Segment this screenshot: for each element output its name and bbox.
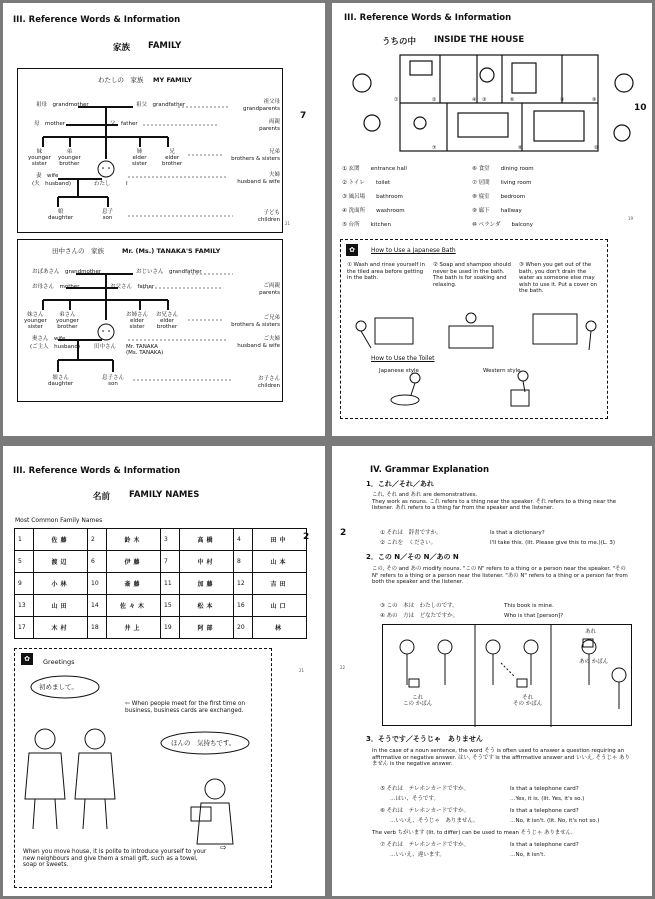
children-en: children [257, 217, 280, 223]
svg-text:⑤: ⑤ [560, 97, 565, 103]
house-floorplan [332, 3, 652, 163]
example-1-jp: ① それは 辞書ですか。 [380, 530, 442, 536]
rank-cell: 8 [234, 551, 253, 573]
grandparents-en: grandparents [243, 106, 280, 112]
mother-label: 母 mother [34, 121, 66, 127]
me-label: わたし [94, 181, 111, 187]
rank-cell: 19 [161, 617, 180, 639]
info-icon: ✿ [21, 653, 33, 665]
name-cell: 中村 [180, 551, 234, 573]
example-2-en: I'll take this. (lit. Please give this to me.)(L. 3) [490, 540, 616, 546]
page-title-jp: 家族 [113, 43, 131, 53]
name-cell: 木村 [34, 617, 88, 639]
name-cell: 井上 [107, 617, 161, 639]
example-6-answer-en: …No, it isn't. (lit. No, it's not so.) [510, 818, 600, 824]
rank-cell: 15 [161, 595, 180, 617]
rank-cell: 3 [161, 529, 180, 551]
couple-en: husband & wife [237, 179, 280, 185]
tanaka-family-box [17, 239, 283, 402]
siblings-jp: 兄弟 [268, 149, 280, 155]
table-row [15, 617, 307, 639]
bubble-kimochi: ほんの 気持ちです。 [171, 739, 236, 747]
name-cell: 渡辺 [34, 551, 88, 573]
page-title-en: FAMILY [148, 41, 182, 51]
page-title-jp: うちの中 [382, 37, 417, 47]
table-row [15, 529, 307, 551]
toilet-western-style: Western style [483, 368, 521, 374]
rank-cell: 12 [234, 573, 253, 595]
name-cell: 阿部 [180, 617, 234, 639]
daughter-label: 娘 daughter [48, 209, 74, 221]
example-5-answer-jp: …はい、そうです。 [390, 796, 440, 802]
rank-cell: 17 [15, 617, 34, 639]
name-cell: 斎藤 [107, 573, 161, 595]
bubble-hajimemashite: 初めまして。 [39, 683, 78, 691]
t-tanaka: 田中さん [94, 344, 117, 350]
younger-brother: 弟 younger brother [58, 149, 81, 167]
table-row [15, 551, 307, 573]
example-4-en: Who is that [person]? [504, 613, 564, 619]
t-couple-jp: ご夫婦 [263, 336, 280, 342]
grandparents-jp: 祖父母 [263, 99, 280, 105]
side-marker: 19 [628, 216, 634, 221]
side-marker: 21 [285, 221, 291, 226]
example-6-jp: ⑥ それは テレホンカードですか。 [380, 808, 470, 814]
section-2-title: 2．この N／その N／あの N [366, 553, 459, 561]
rank-cell: 7 [161, 551, 180, 573]
bath-toilet-box [340, 239, 608, 419]
page-title-jp: 名前 [93, 492, 111, 502]
tanaka-heading-jp: 田中さんの 家族 [52, 247, 104, 255]
section-1-text: これ, それ and あれ are demonstratives. They work as nouns. これ refers to a thing near the speaker. それ refers to a thing near the listener. あれ refers to a thing far from the speaker and the listener. [372, 492, 617, 512]
elder-brother: 兄 elder brother [162, 149, 183, 167]
bath-step-1: ① Wash and rinse yourself in the tiled area before getting in the bath. [347, 262, 425, 282]
side-marker: 22 [340, 665, 346, 670]
room-washroom: ④ 洗面所 washroom [342, 208, 405, 214]
rank-cell: 18 [88, 617, 107, 639]
info-icon: ✿ [346, 244, 358, 256]
example-3-jp: ③ この 本は わたしのです。 [380, 603, 458, 609]
t-grandmother: おばあさん grandmother [32, 269, 102, 275]
rank-cell: 2 [88, 529, 107, 551]
svg-text:⑩: ⑩ [594, 145, 599, 151]
rank-cell: 5 [15, 551, 34, 573]
t-father: お父さん father [110, 284, 155, 290]
demonstrative-illustration [383, 625, 633, 727]
room-hallway: ⑨ 廊下 hallway [472, 208, 522, 214]
table-row [15, 595, 307, 617]
grandfather-label: 祖父 grandfather [136, 102, 186, 108]
siblings-en: brothers & sisters [231, 156, 280, 162]
bath-illustrations [341, 240, 609, 420]
name-cell: 山本 [253, 551, 307, 573]
grandmother-label: 祖母 grandmother [36, 102, 89, 108]
section-header: III. Reference Words & Information [13, 15, 181, 25]
t-parents-en: parents [259, 290, 280, 296]
page-number: 2 [340, 528, 347, 538]
example-3-en: This book is mine. [504, 603, 554, 609]
t-mother: お母さん mother [32, 284, 80, 290]
room-bathroom: ③ 風呂場 bathroom [342, 194, 403, 200]
toilet-japanese-style: Japanese style [379, 368, 419, 374]
table-row [15, 573, 307, 595]
name-cell: 小林 [34, 573, 88, 595]
name-cell: 伊藤 [107, 551, 161, 573]
toilet-title: How to Use the Toilet [371, 355, 435, 362]
example-4-jp: ④ あの 方は どなたですか。 [380, 613, 459, 619]
svg-text:③: ③ [482, 97, 487, 103]
rank-cell: 20 [234, 617, 253, 639]
rank-cell: 11 [161, 573, 180, 595]
section-3-verb-note: The verb ちがいます (lit. to differ) can be used to mean そうじゃ ありません. [372, 830, 573, 836]
t-daughter: 娘さん daughter [48, 375, 74, 387]
svg-text:⑨: ⑨ [592, 97, 597, 103]
me-en-label: I [126, 181, 128, 187]
t-parents-jp: ご両親 [263, 283, 280, 289]
name-cell: 高橋 [180, 529, 234, 551]
rank-cell: 16 [234, 595, 253, 617]
example-6-answer-jp: …いいえ、そうじゃ ありません。 [390, 818, 479, 824]
my-family-heading-en: MY FAMILY [153, 76, 192, 84]
t-children-jp: お子さん [257, 376, 280, 382]
elder-sister: 姉 elder sister [132, 149, 148, 167]
section-2-text: この, その and あの modify nouns. "この N" refers to a thing or a person near the speaker. "その N" refers to a thing or a person near the listener. "あの N" refers to a thing or a person far from both the speaker and the listener. [372, 566, 628, 586]
example-5-en: Is that a telephone card? [510, 786, 579, 792]
rank-cell: 6 [88, 551, 107, 573]
couple-jp: 夫婦 [268, 172, 280, 178]
my-family-heading-jp: わたしの 家族 [98, 76, 144, 84]
demonstrative-figure [382, 624, 632, 726]
rank-cell: 9 [15, 573, 34, 595]
family-names-table [14, 528, 310, 639]
bath-step-3: ③ When you get out of the bath, you don't drain the water as someone else may wish to use it. Put a cover on the bath. [519, 262, 598, 295]
svg-text:④: ④ [472, 97, 477, 103]
parents-en: parents [259, 126, 280, 132]
example-7-en: Is that a telephone card? [510, 842, 579, 848]
my-family-box [17, 68, 283, 233]
section-header: III. Reference Words & Information [344, 13, 512, 23]
fig-kono-label: これ この かばん [403, 695, 433, 707]
t-siblings-en: brothers & sisters [231, 322, 280, 328]
t-younger-sister: 妹さん younger sister [24, 312, 47, 330]
section-1-title: 1．これ／それ／あれ [366, 480, 434, 488]
bath-step-2: ② Soap and shampoo should never be used in the bath. The bath is for soaking and relaxing. [433, 262, 511, 288]
tanaka-heading-en: Mr. (Ms.) TANAKA'S FAMILY [122, 247, 221, 255]
rank-cell: 10 [88, 573, 107, 595]
example-7-answer-en: …No, it isn't. [510, 852, 546, 858]
rank-cell: 14 [88, 595, 107, 617]
wife-label: 妻 wife [36, 173, 59, 179]
example-7-jp: ⑦ それは テレホンカードですか。 [380, 842, 470, 848]
example-5-jp: ⑤ それは テレホンカードですか。 [380, 786, 470, 792]
father-label: 父 father [110, 121, 138, 127]
right-arrow-icon: ⇨ [220, 843, 227, 852]
name-cell: 松本 [180, 595, 234, 617]
greetings-title: Greetings [43, 658, 75, 666]
fig-sono-label: それ その かばん [513, 695, 543, 707]
page-number: 2 [303, 532, 310, 542]
page-house [332, 3, 652, 436]
t-husband: (ご主人 husband) [30, 344, 80, 350]
t-younger-brother: 弟さん younger brother [56, 312, 79, 330]
room-living: ⑦ 居間 living room [472, 180, 532, 186]
svg-text:②: ② [432, 97, 437, 103]
name-cell: 加藤 [180, 573, 234, 595]
svg-text:⑦: ⑦ [432, 145, 437, 151]
side-marker: 21 [299, 668, 305, 673]
bath-title: How to Use a Japanese Bath [371, 247, 456, 254]
page-title-en: FAMILY NAMES [129, 490, 200, 500]
rank-cell: 13 [15, 595, 34, 617]
name-cell: 林 [253, 617, 307, 639]
section-3-title: 3．そうです／そうじゃ ありません [366, 735, 483, 743]
t-wife: 奥さん wife [32, 336, 66, 342]
example-7-answer-jp: …いいえ、違います。 [390, 852, 445, 858]
moving-text: When you move house, it is polite to introduce yourself to your new neighbours and give them a small gift, such as a towel, soap or sweets. [23, 849, 207, 869]
room-toilet: ② トイレ toilet [342, 180, 391, 186]
example-2-jp: ② これを ください。 [380, 540, 437, 546]
room-kitchen: ⑤ 台所 kitchen [342, 222, 391, 228]
t-tanaka-en: Mr. TANAKA (Ms. TANAKA) [126, 344, 164, 356]
room-entrance: ① 玄関 entrance hall [342, 166, 407, 172]
table-caption: Most Common Family Names [15, 517, 103, 524]
example-6-en: Is that a telephone card? [510, 808, 579, 814]
name-cell: 佐々木 [107, 595, 161, 617]
younger-sister: 妹 younger sister [28, 149, 51, 167]
parents-jp: 両親 [268, 119, 280, 125]
page-grammar [332, 446, 652, 896]
greeting-text: ⇦ When people meet for the first time on business, business cards are exchanged. [125, 701, 246, 714]
name-cell: 鈴木 [107, 529, 161, 551]
svg-text:⑥: ⑥ [510, 97, 515, 103]
name-cell: 田中 [253, 529, 307, 551]
name-cell: 佐藤 [34, 529, 88, 551]
t-siblings-jp: ご兄弟 [263, 315, 280, 321]
page-number: 7 [300, 111, 307, 121]
page-family [3, 3, 325, 436]
t-grandfather: おじいさん grandfather [136, 269, 202, 275]
children-jp: 子ども [263, 210, 280, 216]
svg-text:⑧: ⑧ [518, 145, 523, 151]
section-header: III. Reference Words & Information [13, 466, 181, 476]
page-family-names [3, 446, 325, 896]
t-elder-sister: お姉さん elder sister [126, 312, 149, 330]
t-children-en: children [257, 383, 280, 389]
t-elder-brother: お兄さん elder brother [156, 312, 179, 330]
name-cell: 山口 [253, 595, 307, 617]
section-3-text: In the case of a noun sentence, the word そう is often used to answer a question requiring an affirmative or negative answer. はい, そうです is the affirmative answer and いいえ, そうじゃ ありません is the negative answer. [372, 748, 630, 768]
greetings-box [14, 648, 272, 888]
fig-ano-label: あの かばん [579, 659, 609, 665]
fig-are-label: あれ [585, 629, 597, 635]
son-label: 息子 son [102, 209, 114, 221]
section-header: IV. Grammar Explanation [370, 465, 490, 475]
room-dining: ⑥ 食堂 dining room [472, 166, 534, 172]
husband-label: (夫 husband) [32, 181, 71, 187]
rank-cell: 4 [234, 529, 253, 551]
name-cell: 山田 [34, 595, 88, 617]
page-number: 10 [634, 103, 647, 113]
room-bedroom: ⑧ 寝室 bedroom [472, 194, 526, 200]
svg-text:①: ① [394, 97, 399, 103]
page-title-en: INSIDE THE HOUSE [434, 35, 525, 45]
t-couple-en: husband & wife [237, 343, 280, 349]
example-1-en: Is that a dictionary? [490, 530, 545, 536]
rank-cell: 1 [15, 529, 34, 551]
example-5-answer-en: …Yes, it is. (lit. Yes, it's so.) [510, 796, 585, 802]
t-son: 息子さん son [102, 375, 125, 387]
room-balcony: ⑩ ベランダ balcony [472, 222, 533, 228]
name-cell: 吉田 [253, 573, 307, 595]
